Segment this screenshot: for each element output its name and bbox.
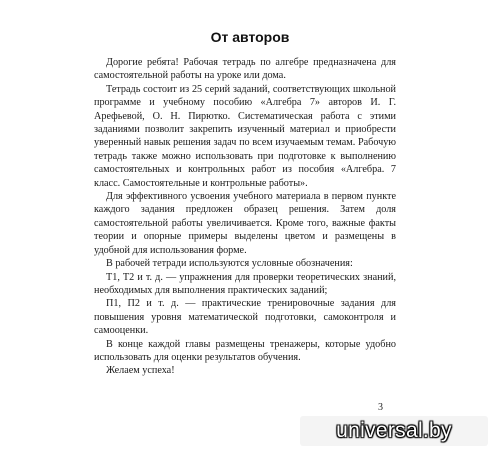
page-title: От авторов bbox=[210, 29, 290, 45]
page-number: 3 bbox=[378, 402, 383, 413]
paragraph-notation-p: П1, П2 и т. д. — практические тренировочные задания для повышения уровня математической подготовки, самоконтроля и самооценки. bbox=[94, 298, 396, 337]
paragraph-notation-t: Т1, Т2 и т. д. — упражнения для проверки теоретических знаний, необходимых для выполнения практических заданий; bbox=[94, 271, 396, 296]
page-text bbox=[94, 56, 396, 378]
paragraph-trainers: В конце каждой главы размещены тренажеры, которые удобно использовать для оценки результатов обучения. bbox=[94, 338, 396, 363]
watermark-logo: universal.by bbox=[300, 416, 488, 446]
paragraph-notation-intro: В рабочей тетради используются условные обозначения: bbox=[106, 258, 353, 270]
paragraph-wish: Желаем успеха! bbox=[106, 365, 175, 377]
paragraph-structure: Тетрадь состоит из 25 серий заданий, соответствующих школьной программе и учебному пособию «Алгебра 7» авторов И. Г. Арефьевой, О. Н. Пирютко. Систематическая работа с этими заданиями позволит закрепить изученный материал и приобрести уверенный навык решения задач по всем изучаемым темам. Рабочую тетрадь также можно использовать при подготовке к выполнению самостоятельных и контрольных работ из пособия «Алгебра. 7 класс. Самостоятельные и контрольные работы». bbox=[94, 83, 396, 189]
paragraph-method: Для эффективного усвоения учебного материала в первом пункте каждого задания предложен образец решения. Затем доля самостоятельной работы увеличивается. Кроме того, важные факты теории и опорные примеры выделены цветом и размещены в удобной для использования форме. bbox=[94, 191, 396, 256]
paragraph-greeting: Дорогие ребята! Рабочая тетрадь по алгебре предназначена для самостоятельной работы на уроке или дома. bbox=[94, 57, 396, 82]
